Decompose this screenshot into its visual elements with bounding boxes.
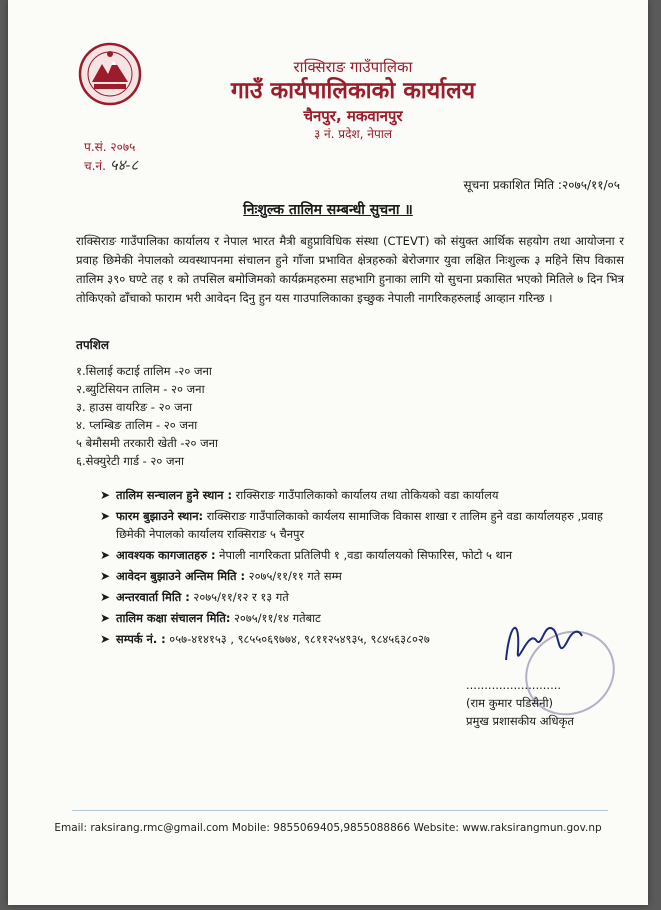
arrow-icon: ➤ — [100, 488, 111, 502]
detail-value: २०७५/११/१२ र १३ गते — [189, 590, 289, 604]
detail-item — [100, 567, 620, 585]
detail-value: नेपाली नागरिकता प्रतिलिपी १ ,वडा कार्यालयको सिफारिस, फोटो ५ थान — [215, 548, 513, 562]
detail-label: तालिम कक्षा संचालन मिति: — [116, 611, 231, 625]
detail-label: सम्पर्क नं. : — [116, 632, 166, 646]
notice-body: राक्सिराङ गाउँपालिका कार्यालय र नेपाल भारत मैत्री बहुप्राविधिक संस्था (CTEVT) को संयुक्त आर्थिक सहयोग तथा आयोजना र प्रवाह छिमेकी नेपालको व्यवस्थापनमा संचालन हुने गाँजा प्रभावित क्षेत्रहरुको बेरोजगार युवा लक्षित निःशुल्क ३ महिने सिप विकास तालिम ३९० घण्टे तह १ को तपसिल बमोजिमको कार्यक्रमहरुमा सहभागि हुनाका लागि यो सुचना प्रकासित भएको मितिले ७ दिन भित्र तोकिएको ढाँचाको फाराम भरी आवेदन दिनु हुन यस गाउपालिकाका इच्छुक नेपाली नागरिकहरुलाई आव्हान गरिन्छ । — [76, 234, 624, 305]
list-item: ५ बेमौसमी तरकारी खेती -२० जना — [76, 436, 219, 450]
ps-value: २०७५ — [110, 140, 136, 154]
signatory-name: (राम कुमार पडिसैनी) — [466, 696, 554, 710]
detail-item — [100, 588, 620, 606]
cn-value: ५४-८ — [109, 156, 139, 174]
detail-item — [100, 507, 620, 543]
cn-label: च.नं. — [84, 159, 106, 173]
arrow-icon: ➤ — [100, 590, 111, 604]
arrow-icon: ➤ — [100, 611, 111, 625]
list-item: ६.सेक्युरेटी गार्ड - २० जना — [76, 454, 184, 468]
letter-page — [8, 0, 648, 905]
detail-value: राक्सिराङ गाउँपालिकाको कार्यालय तथा तोकियको वडा कार्यालय — [232, 488, 499, 502]
tapsil-heading: तपशिल — [76, 338, 110, 352]
detail-label: आवेदन बुझाउने अन्तिम मिति : — [116, 569, 246, 583]
list-item: ३. हाउस वायरिङ - २० जना — [76, 400, 193, 414]
ps-label: प.सं. — [84, 140, 107, 154]
detail-value: २०७५/११/१४ गतेबाट — [230, 611, 321, 625]
detail-value: ०५७-४१४१५३ , ९८५५०६९७७४, ९८११२५४९३५, ९८४५६३८०२७ — [165, 632, 430, 646]
letterhead — [188, 58, 518, 142]
detail-label: आवश्यक कागजातहरु : — [116, 548, 216, 562]
list-item: १.सिलाई कटाई तालिम -२० जना — [76, 364, 212, 378]
detail-label: फारम बुझाउने स्थान: — [116, 509, 204, 523]
arrow-icon: ➤ — [100, 509, 111, 523]
office-address: ३ नं. प्रदेश, नेपाल — [313, 127, 393, 141]
notice-date: सूचना प्रकाशित मिति :२०७५/११/०५ — [463, 178, 620, 192]
office-name: गाउँ कार्यपालिकाको कार्यालय — [230, 78, 476, 104]
detail-label: तालिम सन्चालन हुने स्थान : — [116, 488, 233, 502]
reference-numbers — [84, 138, 138, 175]
footer-contact: Email: raksirang.rmc@gmail.com Mobile: 9855069405,9855088866 Website: www.raksirangmun.gov.np — [54, 822, 602, 834]
office-place: चैनपुर, मकवानपुर — [303, 107, 403, 125]
detail-value: २०७५/११/११ गते सम्म — [245, 569, 342, 583]
footer-divider — [72, 810, 608, 811]
training-list — [76, 362, 218, 470]
detail-item — [100, 486, 620, 504]
arrow-icon: ➤ — [100, 632, 111, 646]
signatory-dots: .......................... — [466, 678, 562, 692]
detail-label: अन्तरवार्ता मिति : — [116, 590, 190, 604]
notice-title: निःशुल्क तालिम सम्बन्धी सुचना ॥ — [243, 202, 413, 218]
arrow-icon: ➤ — [100, 569, 111, 583]
signatory-designation: प्रमुख प्रशासकीय अधिकृत — [466, 714, 574, 728]
municipality-name: राक्सिराङ गाउँपालिका — [293, 58, 413, 76]
detail-item — [100, 546, 620, 564]
list-item: ४. प्लम्बिङ तालिम - २० जना — [76, 418, 198, 432]
signatory-text — [466, 676, 574, 730]
arrow-icon: ➤ — [100, 548, 111, 562]
nepal-emblem-icon — [78, 42, 142, 106]
detail-value: राक्सिराङ गाउँपालिकाको कार्यलय सामाजिक विकास शाखा र तालिम हुने वडा कार्यालयहरु ,प्रवाह छिमेकी नेपालको कार्यालय राक्सिराङ ५ चैनपुर — [116, 509, 603, 541]
list-item: २.ब्युटिसियन तालिम - २० जना — [76, 382, 205, 396]
signature-mark — [498, 610, 588, 680]
